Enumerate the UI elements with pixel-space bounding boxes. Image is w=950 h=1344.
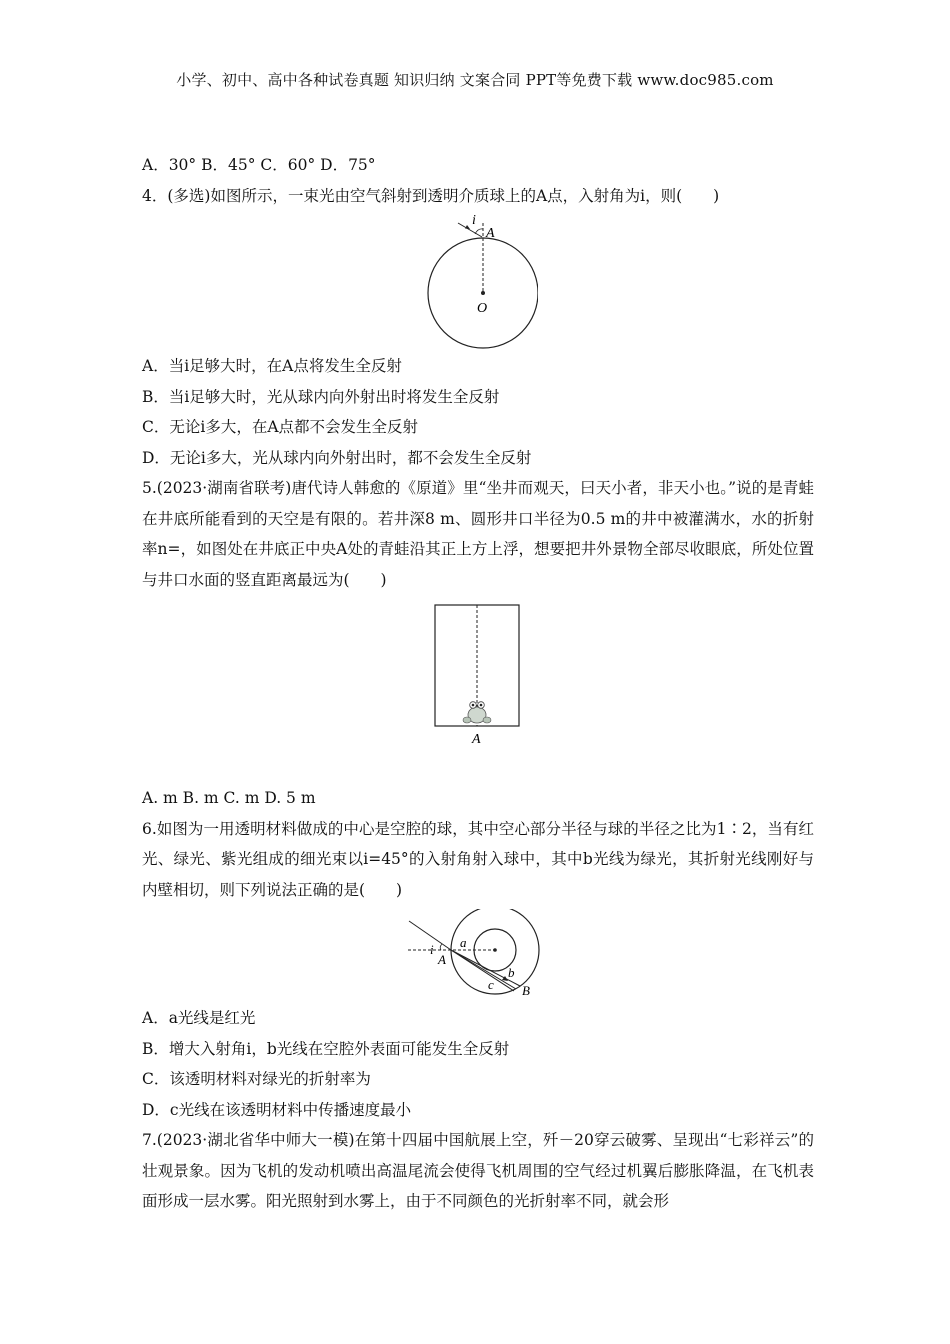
label-a: a bbox=[460, 935, 467, 950]
label-i: i bbox=[472, 213, 476, 228]
label-A: A bbox=[472, 732, 481, 747]
hollow-sphere-diagram bbox=[398, 909, 558, 997]
q4-stem: 4．(多选)如图所示，一束光由空气斜射到透明介质球上的A点，入射角为i，则( ) bbox=[142, 186, 720, 205]
q6-stem: 6.如图为一用透明材料做成的中心是空腔的球，其中空心部分半径与球的半径之比为1∶2，当有红光、绿光、紫光组成的细光束以i=45°的入射角射入球中，其中b光线为绿光，其折射光线刚好与内壁相切，则下列说法正确的是( ) bbox=[142, 819, 814, 899]
q5-figure bbox=[142, 601, 814, 783]
label-b: b bbox=[508, 965, 515, 980]
q3-options: A．30° B．45° C．60° D．75° bbox=[142, 156, 376, 174]
q4-figure bbox=[142, 209, 814, 351]
label-c: c bbox=[488, 977, 494, 992]
label-O: O bbox=[477, 301, 488, 316]
label-A: A bbox=[486, 226, 495, 241]
well-diagram bbox=[428, 601, 528, 761]
label-i: i bbox=[430, 942, 434, 957]
q7-stem: 7.(2023·湖北省华中师大一模)在第十四届中国航展上空，歼－20穿云破雾、呈现出“七彩祥云”的壮观景象。因为飞机的发动机喷出高温尾流会使得飞机周围的空气经过机翼后膨胀降温，在飞机表面形成一层水雾。阳光照射到水雾上，由于不同颜色的光折射率不同，就会形 bbox=[142, 1131, 814, 1210]
q6-figure bbox=[142, 909, 814, 999]
frog-icon bbox=[463, 702, 491, 723]
ray-b bbox=[451, 950, 516, 989]
q6-option-b: B．增大入射角i，b光线在空腔外表面可能发生全反射 bbox=[142, 1039, 510, 1058]
center-dot bbox=[481, 291, 485, 295]
center-dot bbox=[493, 948, 497, 952]
page-content bbox=[142, 150, 814, 1217]
q6-option-a: A．a光线是红光 bbox=[142, 1009, 256, 1027]
page-header: 小学、初中、高中各种试卷真题 知识归纳 文案合同 PPT等免费下载 www.doc985.com bbox=[176, 71, 774, 89]
q5-stem: 5.(2023·湖南省联考)唐代诗人韩愈的《原道》里“坐井而观天，曰天小者，非天小也。”说的是青蛙在井底所能看到的天空是有限的。若井深8 m、圆形井口半径为0.5 m的井中被灌满水，水的折射率n=，如图处在井底正中央A处的青蛙沿其正上方上浮，想要把井外景物全部尽收眼底，所处位置与井口水面的竖直距离最远为( ) bbox=[142, 479, 814, 589]
angle-arc bbox=[440, 944, 442, 950]
q4-option-c: C．无论i多大，在A点都不会发生全反射 bbox=[142, 418, 419, 436]
q4-option-b: B．当i足够大时，光从球内向外射出时将发生全反射 bbox=[142, 387, 500, 406]
q6-option-c: C．该透明材料对绿光的折射率为 bbox=[142, 1070, 371, 1088]
q6-option-d: D．c光线在该透明材料中传播速度最小 bbox=[142, 1100, 412, 1119]
q4-option-a: A．当i足够大时，在A点将发生全反射 bbox=[142, 357, 402, 375]
q5-options: A. m B. m C. m D. 5 m bbox=[142, 789, 316, 807]
sphere-diagram bbox=[418, 209, 538, 351]
label-A: A bbox=[438, 952, 446, 967]
q4-option-d: D．无论i多大，光从球内向外射出时，都不会发生全反射 bbox=[142, 448, 532, 467]
label-B: B bbox=[522, 983, 530, 997]
